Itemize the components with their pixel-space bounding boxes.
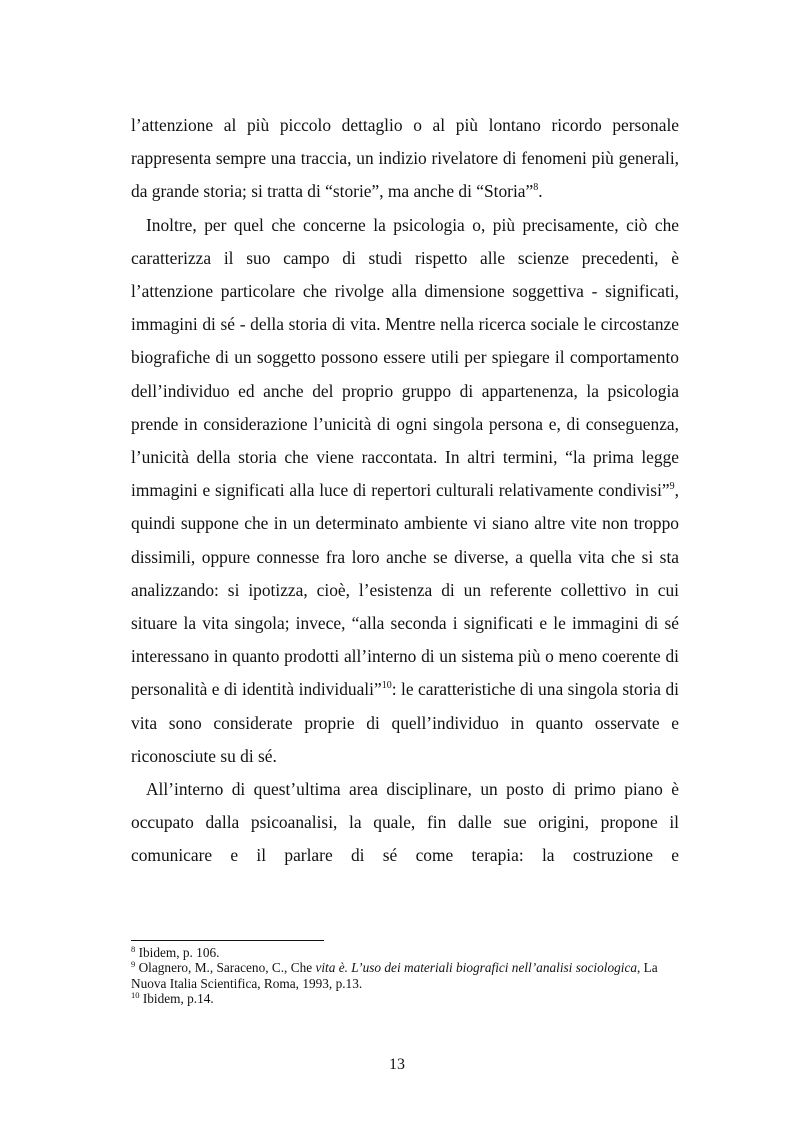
footnote-text-end: , La Nuova Italia Scientifica, Roma, 1993, p.13. — [131, 960, 658, 991]
footnote-number: 10 — [131, 990, 140, 1001]
footnote-8 — [131, 945, 679, 960]
footnote-ref-10[interactable]: 10 — [381, 680, 392, 692]
footnote-9 — [131, 960, 679, 991]
page-number: 13 — [389, 1056, 405, 1073]
paragraph-3: All’interno di quest’ultima area disciplinare, un posto di primo piano è occupato dalla psicoanalisi, la quale, fin dalle sue origini, propone il comunicare e il parlare di sé come terapia: la costruzione e — [131, 779, 679, 866]
footnote-number: 8 — [131, 944, 136, 954]
footnote-10 — [131, 991, 679, 1006]
footnote-text: Ibidem, p. 106. — [135, 945, 220, 960]
footnotes — [131, 945, 679, 1007]
body-text — [131, 109, 679, 873]
footnote-ref-8[interactable]: 8 — [533, 182, 539, 194]
paragraph-1 — [131, 109, 679, 209]
paragraph-1-end: . — [538, 181, 543, 202]
footnote-title-italic: vita è. L’uso dei materiali biografici nell’analisi sociologica — [315, 960, 638, 976]
paragraph-2-text-b: , quindi suppone che in un determinato ambiente vi siano altre vite non troppo dissimili, oppure connesse fra loro anche se diverse, a quella vita che si sta analizzando: si ipotizza, cioè, l’esistenza di un referente collettivo in cui situare la vita singola; invece, “alla seconda i significati e le immagini di sé interessano in quanto prodotti all’interno di un sistema più o meno coerente di personalità e di identità individuali” — [131, 480, 679, 700]
footnote-text: Ibidem, p.14. — [139, 991, 214, 1007]
paragraph-1-text: l’attenzione al più piccolo dettaglio o al più lontano ricordo personale rappresenta sempre una traccia, un indizio rivelatore di fenomeni più generali, da grande storia; si tratta di “storie”, ma anche di “Storia” — [131, 115, 679, 202]
footnote-number: 9 — [131, 959, 136, 970]
paragraph-2 — [131, 209, 679, 773]
footnote-text: Olagnero, M., Saraceno, C., Che — [135, 960, 316, 976]
paragraph-2-text-c: : le caratteristiche di una singola storia di vita sono considerate proprie di quell’individuo in quanto osservate e riconosciute su di sé. — [131, 679, 679, 766]
footnote-divider — [131, 940, 324, 941]
paragraph-2-text-a: Inoltre, per quel che concerne la psicologia o, più precisamente, ciò che caratterizza il suo campo di studi rispetto alle scienze precedenti, è l’attenzione particolare che rivolge alla dimensione soggettiva - significati, immagini di sé - della storia di vita. Mentre nella ricerca sociale le circostanze biografiche di un soggetto possono essere utili per spiegare il comportamento dell’individuo ed anche del proprio gruppo di appartenenza, la psicologia prende in considerazione l’unicità di ogni singola persona e, di conseguenza, l’unicità della storia che viene raccontata. In altri termini, “la prima legge immagini e significati alla luce di repertori culturali relativamente condivisi” — [131, 214, 679, 501]
footnote-ref-9[interactable]: 9 — [669, 481, 675, 493]
